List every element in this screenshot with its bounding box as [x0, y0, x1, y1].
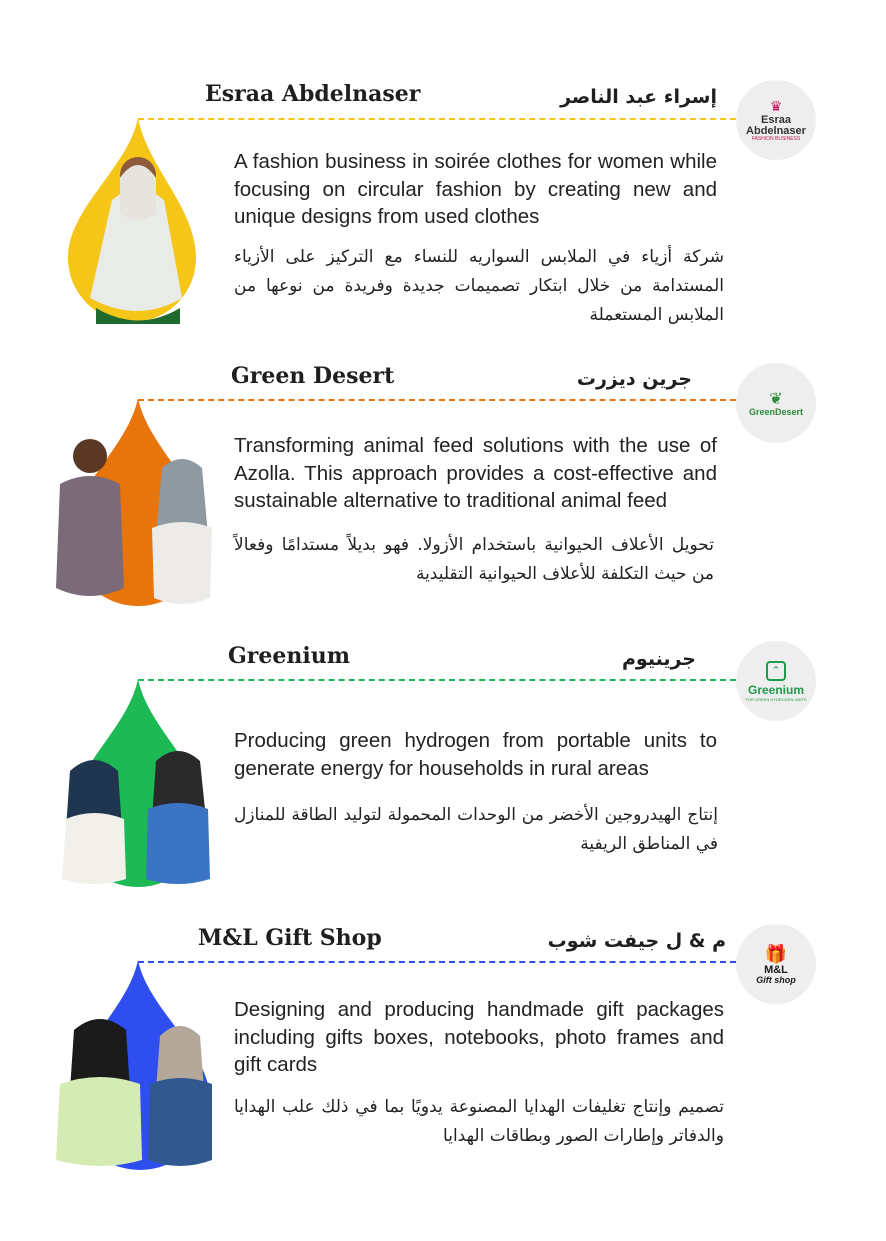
divider-dashed-line	[138, 961, 736, 963]
description-ar: تحويل الأعلاف الحيوانية باستخدام الأزولا. فهو بديلاً مستدامًا وفعالاً من حيث التكلفة للأعلاف الحيوانية التقليدية	[234, 535, 714, 584]
logo-ml-gift-shop	[736, 924, 816, 1004]
hydrogen-icon: ⌃	[766, 661, 786, 681]
logo-greenium	[736, 641, 816, 721]
entry-title-en: Green Desert	[231, 363, 395, 389]
description-ar: إنتاج الهيدروجين الأخضر من الوحدات المحمولة لتوليد الطاقة للمنازل في المناطق الريفية	[234, 805, 718, 854]
entry-title-ar: إسراء عبد الناصر	[560, 86, 717, 108]
photo-drop	[50, 398, 220, 606]
entry-title-ar: جرين ديزرت	[576, 368, 692, 390]
photo-drop	[50, 960, 216, 1170]
sprout-icon: ❦	[769, 389, 783, 408]
description-ar: تصميم وإنتاج تغليفات الهدايا المصنوعة يدويًا بما في ذلك علب الهدايا والدفاتر وإطارات الصور وبطاقات الهدايا	[234, 1097, 724, 1146]
logo-line2: Abdelnaser	[746, 124, 806, 137]
dress-icon: ♛	[769, 98, 783, 115]
entry-title-en: Greenium	[228, 643, 350, 669]
description-ar: شركة أزياء في الملابس السواريه للنساء مع التركيز على الأزياء المستدامة من خلال ابتكار تصميمات جديدة وفريدة من نوعها من الملابس المستعملة	[234, 247, 724, 325]
logo-green-desert	[736, 363, 816, 443]
logo-line1: Greenium	[747, 682, 804, 697]
description-en: Transforming animal feed solutions with the use of Azolla. This approach provides a cost-effective and sustainable alternative to traditional animal feed	[234, 434, 717, 512]
description-en: Producing green hydrogen from portable units to generate energy for households in rural areas	[234, 729, 717, 780]
entry-title-ar: جرينيوم	[622, 648, 696, 670]
logo-line2: Gift shop	[756, 974, 796, 985]
entry-title-en: M&L Gift Shop	[198, 925, 382, 951]
entry-title-ar: م & ل جيفت شوب	[547, 930, 726, 952]
logo-esraa-abdelnaser	[736, 80, 816, 160]
description-en: A fashion business in soirée clothes for women while focusing on circular fashion by creating new and unique designs from used clothes	[234, 150, 717, 228]
divider-dashed-line	[138, 118, 736, 120]
entry-title-en: Esraa Abdelnaser	[205, 81, 421, 107]
logo-line1: Esraa	[761, 113, 791, 126]
description-en: Designing and producing handmade gift packages including gifts boxes, notebooks, photo frames and gift cards	[234, 998, 724, 1076]
gift-icon: 🎁	[764, 943, 788, 965]
divider-dashed-line	[138, 679, 736, 681]
divider-dashed-line	[138, 399, 736, 401]
logo-line1: M&L	[764, 963, 788, 976]
photo-drop	[62, 679, 214, 887]
logo-line3: FASHION BUSINESS	[751, 135, 801, 142]
logo-line1: GreenDesert	[748, 407, 804, 417]
logo-line2: FOR GREEN HYDROGEN UNITS	[745, 696, 807, 702]
photo-drop	[68, 118, 196, 324]
